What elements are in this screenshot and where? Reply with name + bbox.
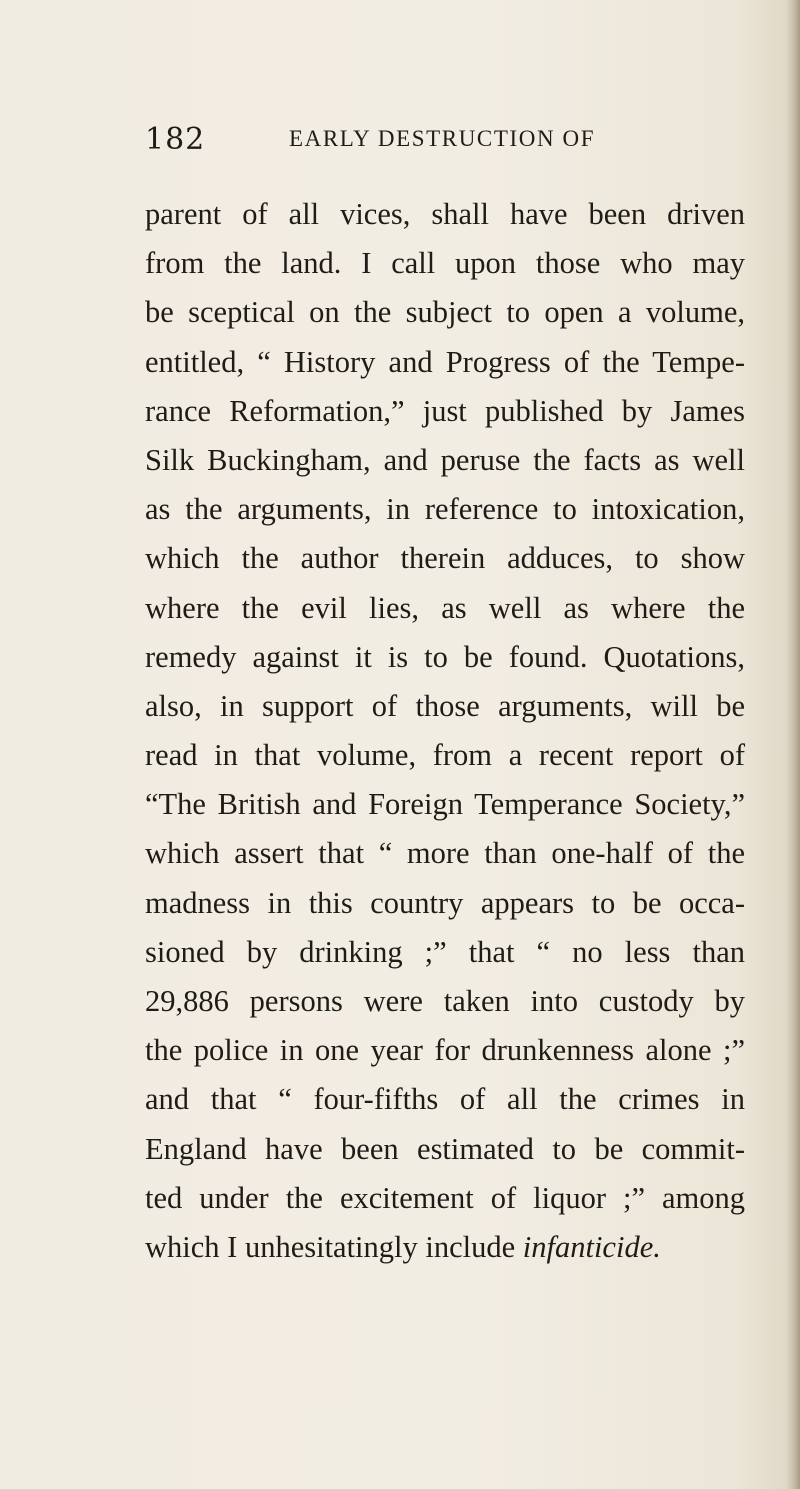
text-line: England have been estimated to be commit- [145, 1131, 745, 1166]
page-edge-shadow [786, 0, 800, 1489]
text-line: be sceptical on the subject to open a volume, [145, 295, 745, 330]
text-line: as the arguments, in reference to intoxication, [145, 492, 745, 527]
text-line: sioned by drinking ;” that “ no less than [145, 934, 745, 969]
text-line: and that “ four-fifths of all the crimes in [145, 1082, 745, 1117]
text-line: from the land. I call upon those who may [145, 246, 745, 281]
text-line: which the author therein adduces, to show [145, 541, 745, 576]
body-text [145, 190, 745, 1272]
text-line: read in that volume, from a recent report of [145, 738, 745, 773]
text-line: entitled, “ History and Progress of the Tempe- [145, 344, 745, 379]
text-line: where the evil lies, as well as where the [145, 590, 745, 625]
text-line: 29,886 persons were taken into custody by [145, 984, 745, 1018]
text-line: rance Reformation,” just published by James [145, 393, 745, 428]
emphasized-word: infanticide. [522, 1229, 661, 1264]
text-line: remedy against it is to be found. Quotations, [145, 639, 745, 674]
text-line: “The British and Foreign Temperance Society,” [145, 787, 745, 822]
text-line: the police in one year for drunkenness alone ;” [145, 1033, 745, 1068]
page-header [145, 122, 705, 162]
last-line-text: which I unhesitatingly include [145, 1229, 523, 1264]
text-line: madness in this country appears to be occa- [145, 885, 745, 920]
text-line: ted under the excitement of liquor ;” among [145, 1180, 745, 1215]
text-line: Silk Buckingham, and peruse the facts as well [145, 442, 745, 477]
text-line: which assert that “ more than one-half of the [145, 836, 745, 871]
running-head: EARLY DESTRUCTION OF [289, 126, 596, 151]
text-line-last [145, 1223, 745, 1272]
page-number: 182 [145, 122, 206, 157]
text-line: parent of all vices, shall have been driven [145, 197, 745, 231]
text-line: also, in support of those arguments, will be [145, 688, 745, 723]
